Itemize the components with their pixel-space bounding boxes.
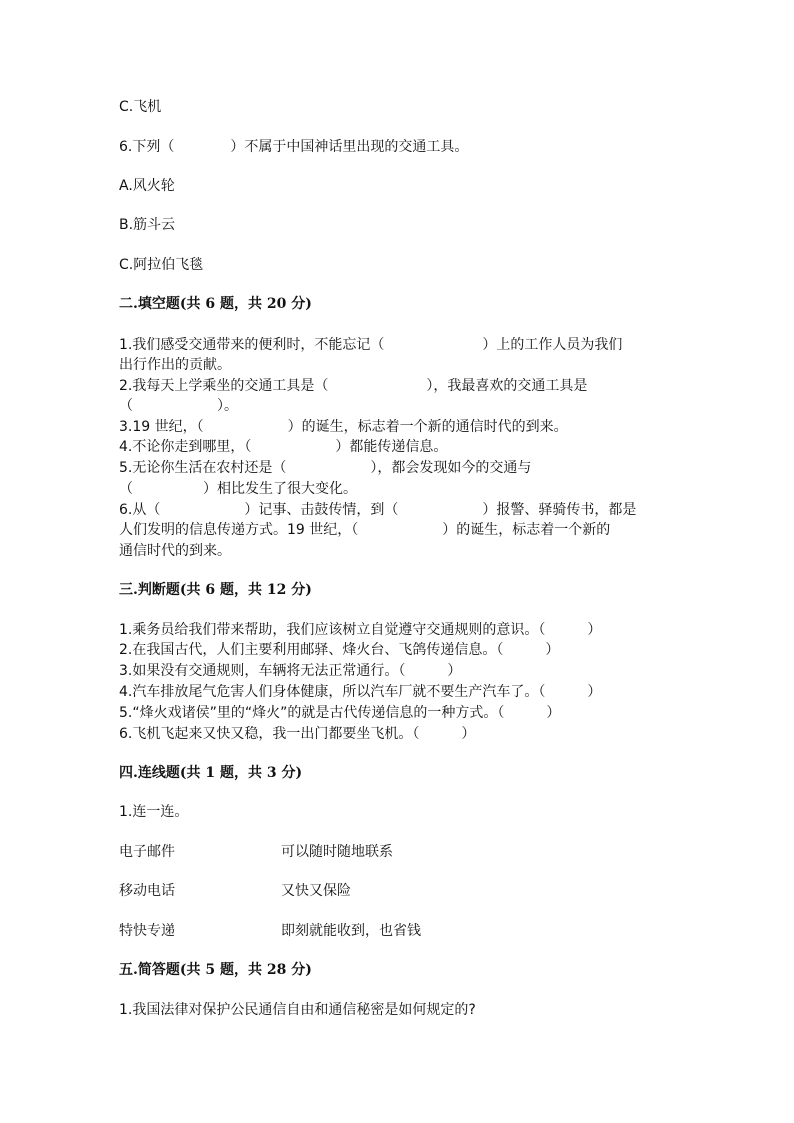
short-answer-question: 1.我国法律对保护公民通信自由和通信秘密是如何规定的? — [119, 1002, 476, 1018]
matching-right-item: 可以随时随地联系 — [281, 844, 393, 860]
matching-left-item: 特快专递 — [119, 923, 175, 939]
question-6-option-b: B.筋斗云 — [119, 217, 176, 233]
true-false-line: 1.乘务员给我们带来帮助，我们应该树立自觉遵守交通规则的意识。（ ） — [119, 622, 602, 638]
matching-question: 1.连一连。 — [119, 804, 189, 820]
section-4-title: 四.连线题(共 1 题，共 3 分) — [119, 765, 303, 781]
true-false-line: 6.飞机飞起来又快又稳，我一出门都要坐飞机。（ ） — [119, 726, 476, 742]
fill-blank-line: 通信时代的到来。 — [119, 543, 231, 559]
fill-blank-line: 4.不论你走到哪里，（ ）都能传递信息。 — [119, 439, 448, 455]
fill-blank-line: （ ）相比发生了很大变化。 — [119, 481, 357, 497]
section-3-title: 三.判断题(共 6 题，共 12 分) — [119, 582, 312, 598]
option-c-plane: C.飞机 — [119, 99, 162, 115]
fill-blank-line: （ ）。 — [119, 398, 238, 414]
question-6-stem: 6.下列（ ）不属于中国神话里出现的交通工具。 — [119, 139, 469, 155]
matching-right-item: 又快又保险 — [281, 883, 351, 899]
fill-blank-line: 3.19 世纪，（ ）的诞生，标志着一个新的通信时代的到来。 — [119, 419, 568, 435]
fill-blank-line: 2.我每天上学乘坐的交通工具是（ ），我最喜欢的交通工具是 — [119, 378, 588, 394]
true-false-line: 5.“烽火戏诸侯”里的“烽火”的就是古代传递信息的一种方式。（ ） — [119, 705, 561, 721]
matching-left-item: 移动电话 — [119, 883, 175, 899]
true-false-line: 3.如果没有交通规则，车辆将无法正常通行。（ ） — [119, 663, 462, 679]
true-false-line: 4.汽车排放尾气危害人们身体健康，所以汽车厂就不要生产汽车了。（ ） — [119, 684, 602, 700]
fill-blank-line: 人们发明的信息传递方式。19 世纪，（ ）的诞生，标志着一个新的 — [119, 522, 611, 538]
fill-blank-line: 5.无论你生活在农村还是（ ），都会发现如今的交通与 — [119, 460, 532, 476]
question-6-option-a: A.风火轮 — [119, 178, 175, 194]
fill-blank-line: 6.从（ ）记事、击鼓传情，到（ ）报警、驿骑传书，都是 — [119, 502, 637, 518]
section-5-title: 五.简答题(共 5 题，共 28 分) — [119, 962, 312, 978]
matching-right-item: 即刻就能收到，也省钱 — [281, 923, 421, 939]
section-2-title: 二.填空题(共 6 题，共 20 分) — [119, 296, 312, 312]
question-6-option-c: C.阿拉伯飞毯 — [119, 257, 204, 273]
fill-blank-line: 1.我们感受交通带来的便利时，不能忘记（ ）上的工作人员为我们 — [119, 337, 623, 353]
fill-blank-line: 出行作出的贡献。 — [119, 357, 231, 373]
matching-left-item: 电子邮件 — [119, 844, 175, 860]
true-false-line: 2.在我国古代，人们主要利用邮驿、烽火台、飞鸽传递信息。（ ） — [119, 642, 560, 658]
